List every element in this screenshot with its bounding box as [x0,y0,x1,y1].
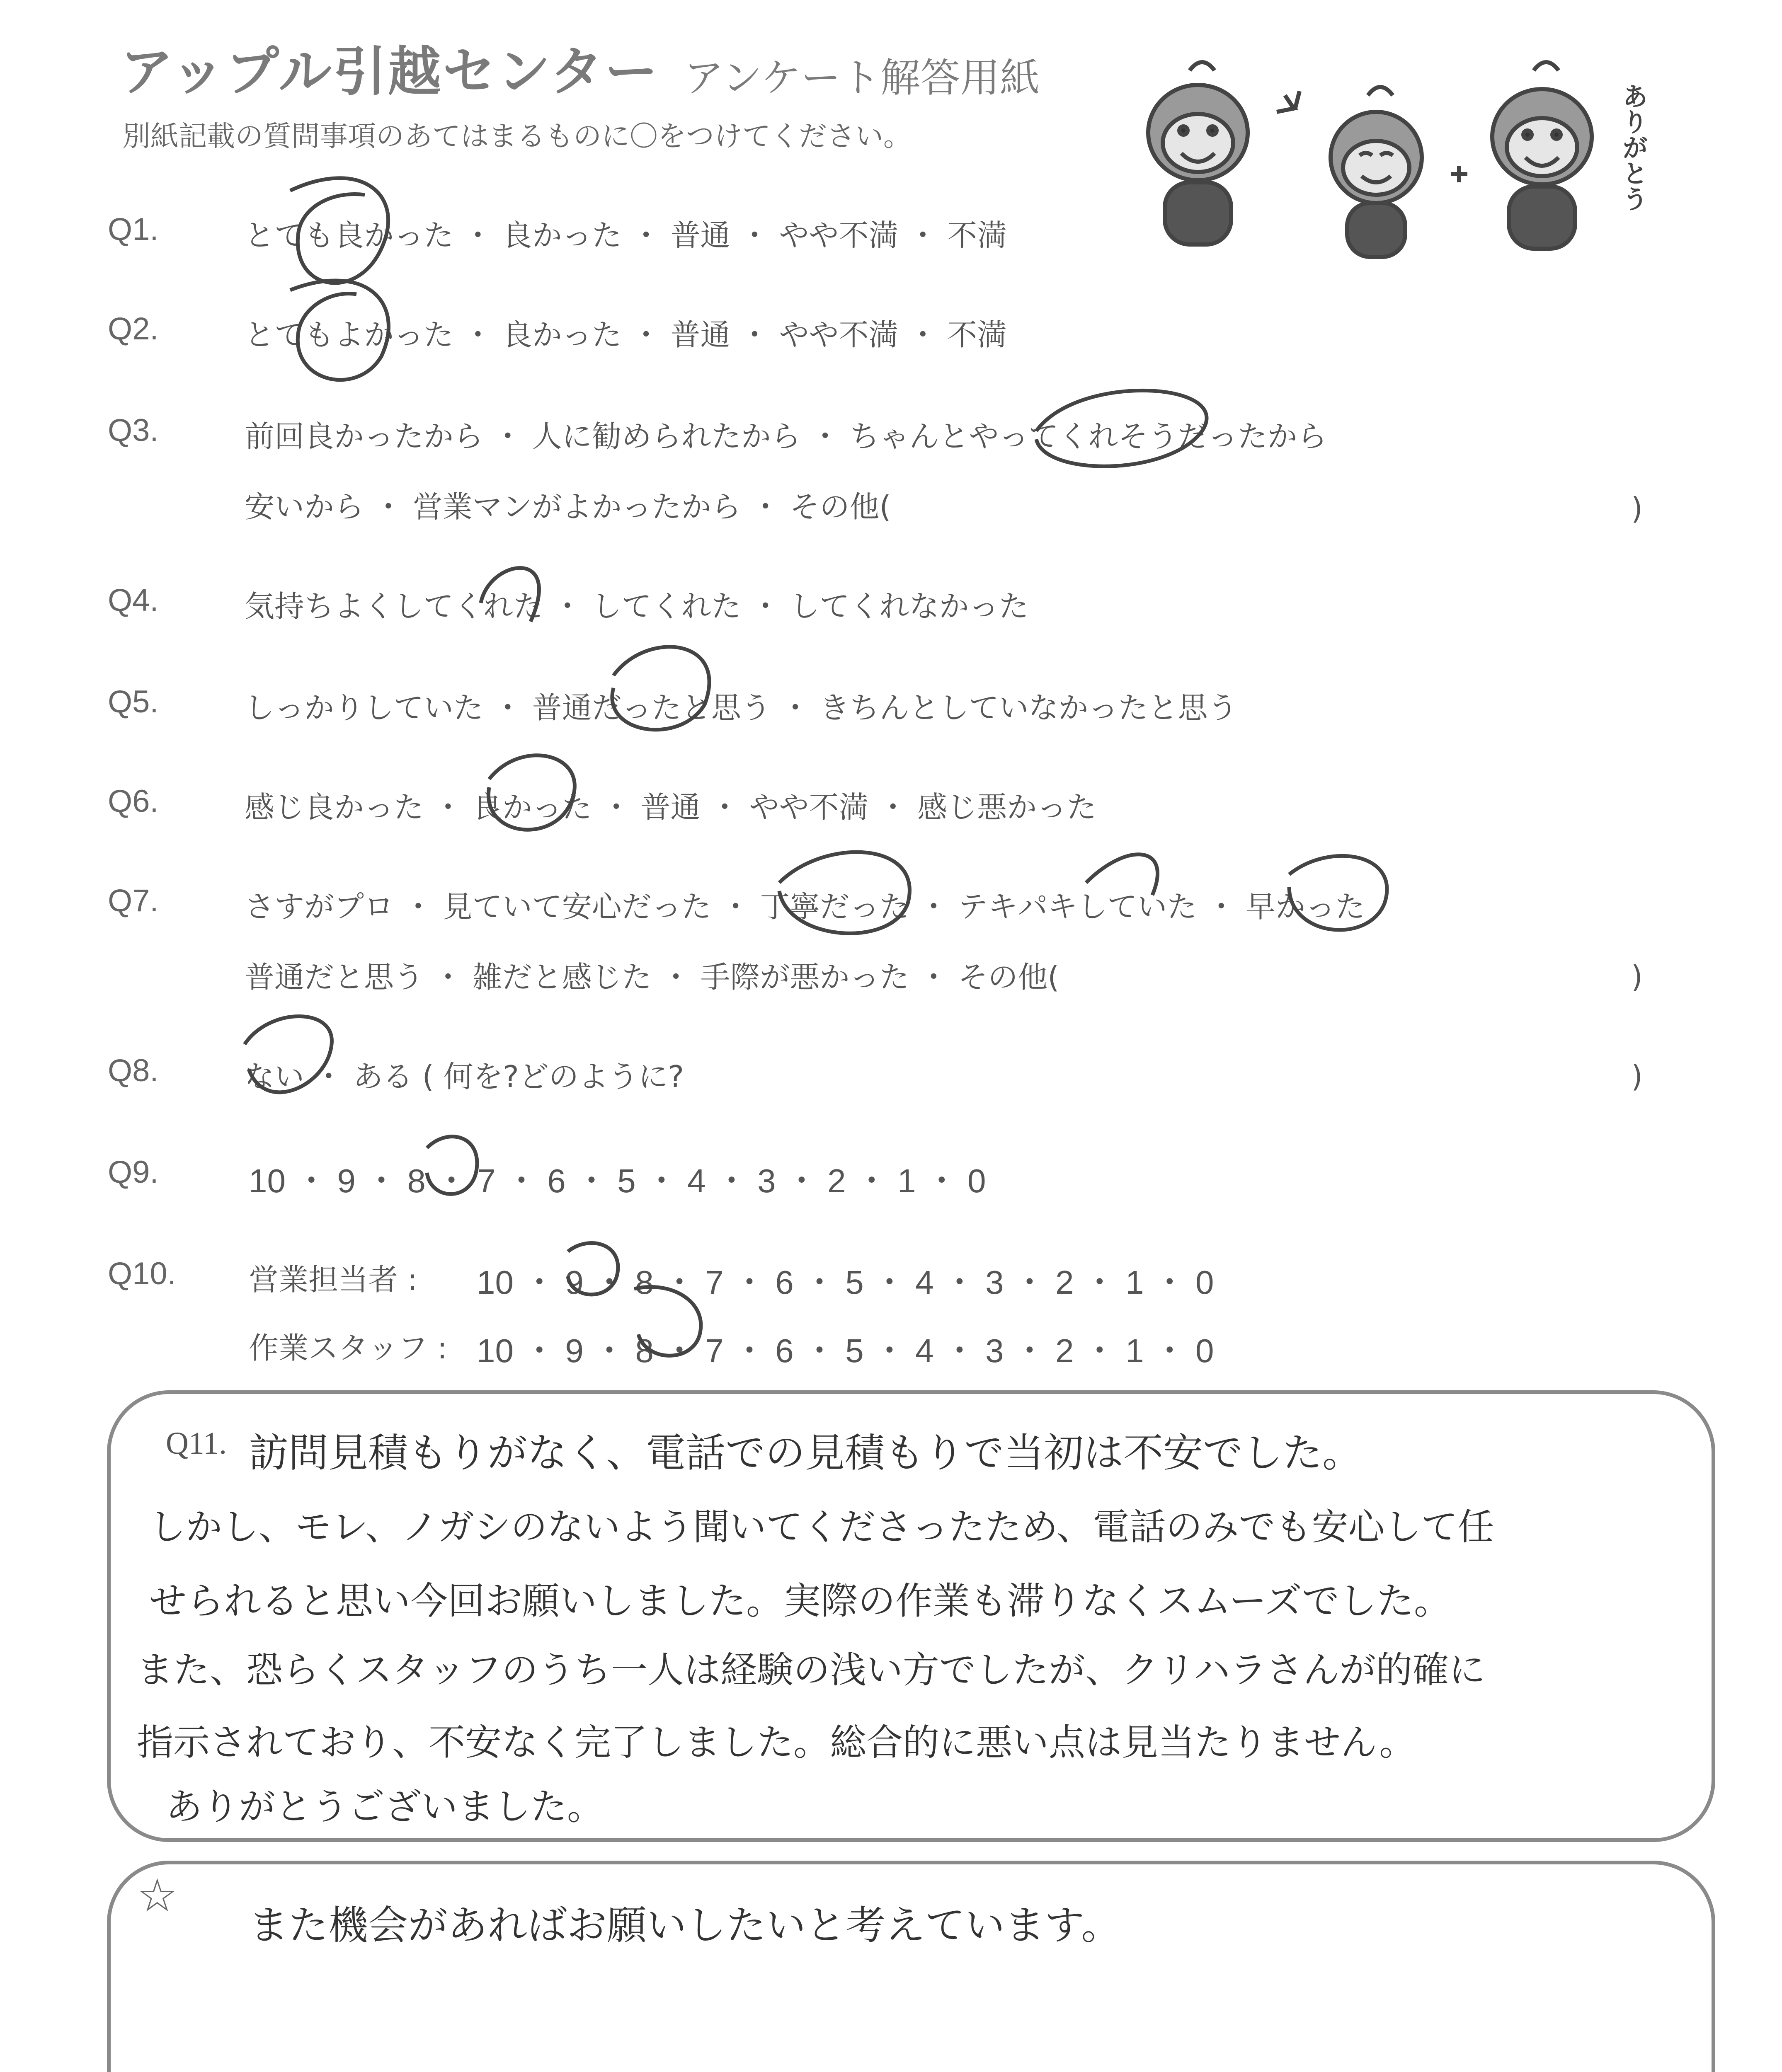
q11-comment-line-3: せられると思い今回お願いしました。実際の作業も滞りなくスムーズでした。 [149,1579,1451,1623]
q7-paren-close: ) [1631,959,1643,994]
q6-options[interactable]: 感じ良かった ・ 良かった ・ 普通 ・ やや不満 ・ 感じ悪かった [245,790,1097,825]
q5-options[interactable]: しっかりしていた ・ 普通だったと思う ・ きちんとしていなかったと思う [245,690,1238,725]
extra-comment-text: また機会があればお願いしたいと考えています。 [249,1902,1121,1949]
q1-label: Q1. [108,212,159,247]
q10-staff-scale[interactable]: 10 ・ 9 ・ 8 ・ 7 ・ 6 ・ 5 ・ 4 ・ 3 ・ 2 ・ 1 ・ 0 [477,1332,1214,1369]
arigatou-text: ありがとう [1618,83,1649,211]
q2-options[interactable]: とてもよかった ・ 良かった ・ 普通 ・ やや不満 ・ 不満 [245,317,1007,352]
q1-options[interactable]: とても良かった ・ 良かった ・ 普通 ・ やや不満 ・ 不満 [245,218,1007,253]
q10-label: Q10. [108,1256,176,1291]
sheet-subtitle: アンケート解答用紙 [684,55,1040,101]
star-icon: ☆ [137,1869,178,1922]
q7-options-line1[interactable]: さすがプロ ・ 見ていて安心だった ・ 丁寧だった ・ テキパキしていた ・ 早かった [245,889,1365,924]
q11-comment-line-1: 訪問見積もりがなく、電話での見積もりで当初は不安でした。 [249,1430,1363,1476]
q11-comment-line-4: また、恐らくスタッフのうち一人は経験の浅い方でしたが、クリハラさんが的確に [137,1648,1486,1691]
q2-label: Q2. [108,311,159,346]
q8-paren-close: ) [1631,1059,1643,1094]
q10-sales-label: 営業担当者 : [249,1262,418,1297]
q3-options-line1[interactable]: 前回良かったから ・ 人に勧められたから ・ ちゃんとやってくれそうだったから [245,419,1327,454]
q7-options-line2[interactable]: 普通だと思う ・ 雑だと感じた ・ 手際が悪かった ・ その他( [245,960,1060,995]
q6-label: Q6. [108,784,159,819]
q7-label: Q7. [108,883,159,918]
q9-label: Q9. [108,1155,159,1190]
company-title: アップル引越センター [120,41,659,103]
extra-comment-box [107,1861,1715,2072]
q4-label: Q4. [108,583,159,618]
q10-staff-label: 作業スタッフ : [249,1331,448,1365]
q3-paren-close: ) [1631,491,1643,526]
q4-options[interactable]: 気持ちよくしてくれた ・ してくれた ・ してくれなかった [245,589,1029,624]
q11-comment-line-6: ありがとうございました。 [166,1785,604,1828]
q11-comment-line-5: 指示されており、不安なく完了しました。総合的に悪い点は見当たりません。 [137,1721,1416,1764]
q3-options-line2[interactable]: 安いから ・ 営業マンがよかったから ・ その他( [245,489,891,524]
q11-comment-line-2: しかし、モレ、ノガシのないよう聞いてくださったため、電話のみでも安心して任 [149,1506,1494,1548]
q3-label: Q3. [108,413,159,448]
q8-label: Q8. [108,1053,159,1088]
q8-options[interactable]: ない ・ ある ( 何を?どのように? [245,1059,684,1094]
q9-scale[interactable]: 10 ・ 9 ・ 8 ・ 7 ・ 6 ・ 5 ・ 4 ・ 3 ・ 2 ・ 1 ・ 0 [249,1162,986,1199]
q5-label: Q5. [108,684,159,719]
instruction-text: 別紙記載の質問事項のあてはまるものに〇をつけてください。 [122,120,912,153]
q11-label: Q11. [166,1426,227,1461]
monkey-mascots-illustration [1136,50,1691,274]
q10-sales-scale[interactable]: 10 ・ 9 ・ 8 ・ 7 ・ 6 ・ 5 ・ 4 ・ 3 ・ 2 ・ 1 ・ 0 [477,1264,1214,1301]
